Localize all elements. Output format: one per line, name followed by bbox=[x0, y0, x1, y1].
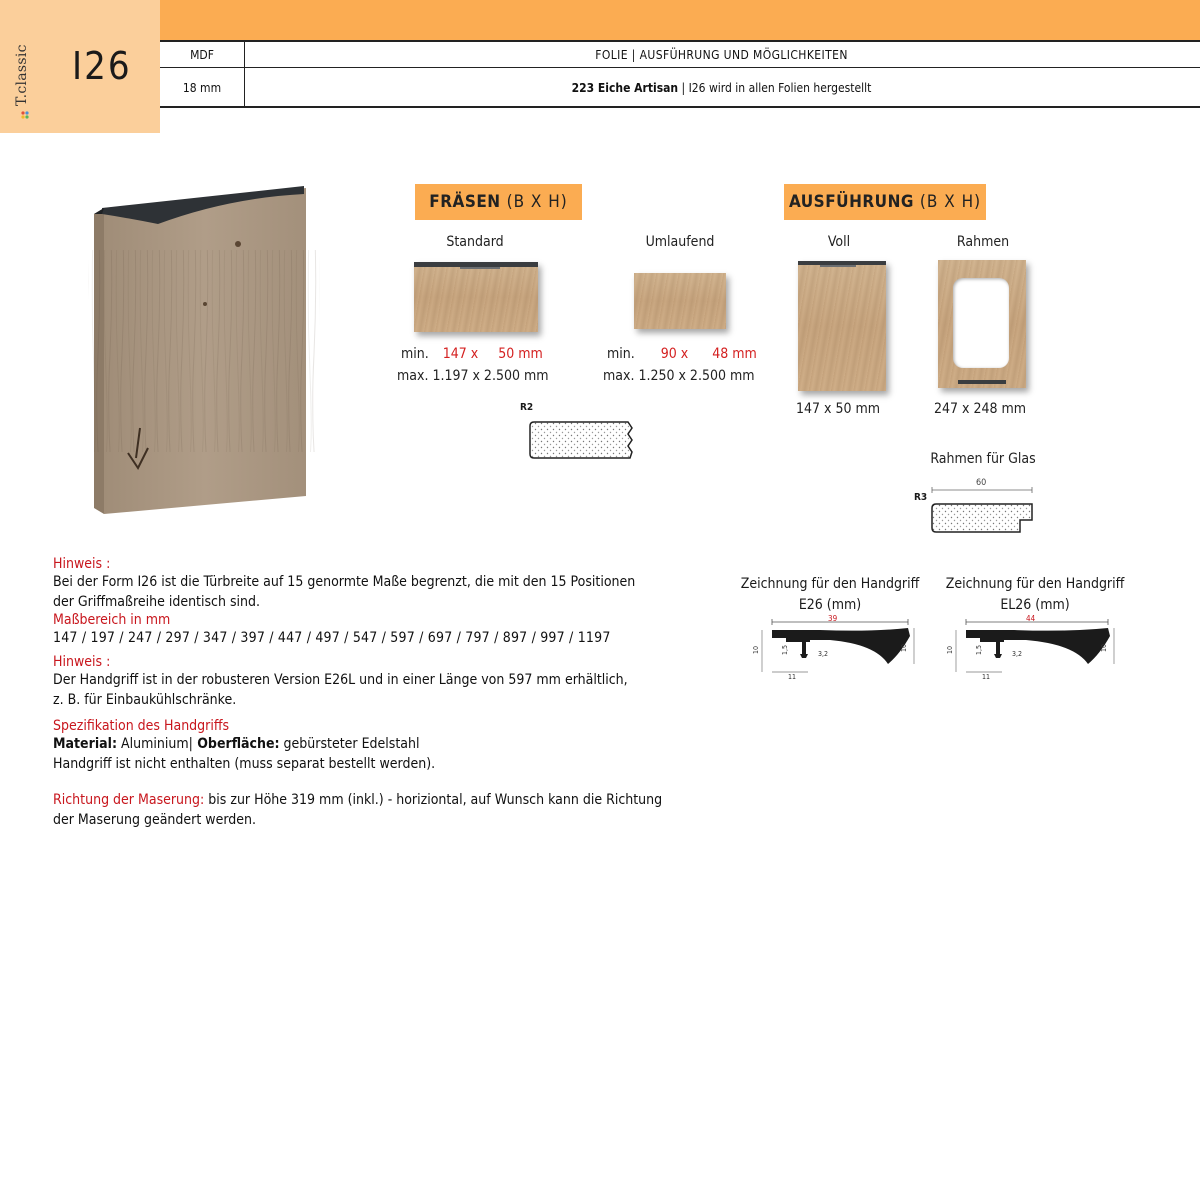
brand-dots-icon bbox=[20, 110, 30, 120]
surface-value: gebürsteter Edelstahl bbox=[279, 736, 420, 752]
note-maserung-line-1 bbox=[53, 790, 693, 810]
handle-el26-profile bbox=[944, 614, 1120, 686]
handle-el26-title-line-2: EL26 (mm) bbox=[1000, 597, 1070, 613]
umlaufend-sample-image bbox=[634, 273, 726, 329]
note-hinweis-1-heading: Hinweis : bbox=[53, 556, 111, 572]
header-table bbox=[160, 40, 1200, 108]
note-hinweis-2-line-1: Der Handgriff ist in der robusteren Version E26L und in einer Länge von 597 mm erhältlich, bbox=[53, 672, 628, 688]
standard-min-height: 50 mm bbox=[498, 346, 543, 362]
note-hinweis-1-line-1: Bei der Form I26 ist die Türbreite auf 15 genormte Maße begrenzt, die mit den 15 Positionen bbox=[53, 574, 636, 590]
handle-el26-drawing bbox=[944, 614, 1120, 686]
note-massbereich-values: 147 / 197 / 247 / 297 / 347 / 397 / 447 / 497 / 547 / 597 / 697 / 797 / 897 / 997 / 1197 bbox=[53, 630, 611, 646]
handle-el26-base: 11 bbox=[982, 673, 991, 681]
surface-label: Oberfläche: bbox=[192, 736, 280, 752]
rahmen-sample-image bbox=[938, 260, 1026, 388]
umlaufend-min-width: 90 x bbox=[660, 346, 689, 362]
note-spezifikation-heading: Spezifikation des Handgriffs bbox=[53, 718, 230, 734]
handle-el26-inner: 1,5 bbox=[975, 644, 984, 656]
rahmen-glas-title: Rahmen für Glas bbox=[930, 451, 1036, 467]
fraesen-label-text: FRÄSEN bbox=[429, 192, 501, 212]
note-hinweis-2-heading: Hinweis : bbox=[53, 654, 111, 670]
voll-title: Voll bbox=[827, 234, 851, 250]
model-code: I26 bbox=[72, 44, 132, 88]
handle-el26-title bbox=[935, 574, 1135, 616]
r2-profile-drawing bbox=[528, 416, 638, 462]
handle-e26-height-left: 10 bbox=[752, 645, 761, 655]
ausfuehrung-label bbox=[784, 184, 986, 220]
fraesen-umlaufend-title: Umlaufend bbox=[645, 234, 715, 250]
handle-e26-drawing bbox=[750, 614, 920, 686]
fraesen-dims: (B X H) bbox=[506, 192, 568, 212]
handle-e26-slot: 3,2 bbox=[818, 650, 829, 658]
door-front-image bbox=[88, 178, 320, 524]
handle-e26-title-line-2: E26 (mm) bbox=[798, 597, 862, 613]
umlaufend-min-label: min. bbox=[607, 346, 635, 362]
note-spezifikation-line-2: Handgriff ist nicht enthalten (muss separat bestellt werden). bbox=[53, 756, 436, 772]
fraesen-standard-max: max. 1.197 x 2.500 mm bbox=[397, 368, 549, 384]
header-col2-title: FOLIE | AUSFÜHRUNG UND MÖGLICHKEITEN bbox=[595, 47, 848, 62]
standard-handle-shadow bbox=[460, 267, 500, 269]
handle-e26-height-right: 10 bbox=[900, 643, 909, 653]
handle-e26-title-line-1: Zeichnung für den Handgriff bbox=[740, 576, 920, 592]
r3-profile-label: R3 bbox=[914, 492, 928, 503]
handle-el26-slot: 3,2 bbox=[1012, 650, 1023, 658]
note-massbereich-heading: Maßbereich in mm bbox=[53, 612, 171, 628]
folie-name: 223 Eiche Artisan bbox=[571, 81, 679, 95]
note-maserung-line-2: der Maserung geändert werden. bbox=[53, 812, 256, 828]
header-band bbox=[160, 0, 1200, 40]
fraesen-standard-min bbox=[401, 346, 543, 362]
handle-el26-height-right: 10 bbox=[1100, 643, 1109, 653]
umlaufend-min-height: 48 mm bbox=[712, 346, 757, 362]
rahmen-title: Rahmen bbox=[956, 234, 1010, 250]
note-hinweis-1-line-2: der Griffmaßreihe identisch sind. bbox=[53, 594, 260, 610]
standard-min-label: min. bbox=[401, 346, 429, 362]
rahmen-glas-width-label: 60 bbox=[976, 478, 987, 488]
handle-el26-title-line-1: Zeichnung für den Handgriff bbox=[945, 576, 1125, 592]
handle-e26-inner: 1,5 bbox=[781, 644, 790, 656]
handle-e26-width: 39 bbox=[828, 614, 838, 623]
ausfuehrung-label-text: AUSFÜHRUNG bbox=[788, 192, 914, 212]
standard-min-width: 147 x bbox=[442, 346, 479, 362]
r2-profile-label: R2 bbox=[520, 402, 534, 413]
voll-sample-image bbox=[798, 261, 886, 391]
fraesen-umlaufend-max: max. 1.250 x 2.500 mm bbox=[603, 368, 755, 384]
material-label: Material: bbox=[53, 736, 117, 752]
folie-note: | I26 wird in allen Folien hergestellt bbox=[678, 81, 872, 95]
handle-e26-profile bbox=[750, 614, 920, 686]
fraesen-umlaufend-min bbox=[607, 346, 757, 362]
fraesen-standard-title: Standard bbox=[446, 234, 504, 250]
note-hinweis-2-line-2: z. B. für Einbaukühlschränke. bbox=[53, 692, 237, 708]
rahmen-size: 247 x 248 mm bbox=[934, 401, 1027, 417]
handle-el26-height-left: 10 bbox=[946, 645, 955, 655]
note-spezifikation-line-1 bbox=[53, 734, 693, 754]
r3-profile-drawing bbox=[926, 486, 1038, 536]
notes-block bbox=[53, 556, 693, 830]
handle-e26-title bbox=[730, 574, 930, 616]
rahmen-glass-opening bbox=[953, 278, 1009, 368]
brand-logo: T.classic bbox=[14, 44, 30, 106]
maserung-text: bis zur Höhe 319 mm (inkl.) - horiziontal, auf Wunsch kann die Richtung bbox=[204, 792, 663, 808]
ausfuehrung-dims: (B X H) bbox=[919, 192, 982, 212]
fraesen-label bbox=[415, 184, 582, 220]
handle-e26-base: 11 bbox=[788, 673, 797, 681]
material-value: Aluminium| bbox=[116, 736, 193, 752]
voll-size: 147 x 50 mm bbox=[796, 401, 881, 417]
maserung-heading: Richtung der Maserung: bbox=[53, 792, 205, 808]
header-col1-value: 18 mm bbox=[182, 81, 222, 95]
handle-el26-width: 44 bbox=[1026, 614, 1036, 623]
voll-handle-shadow bbox=[820, 265, 856, 267]
standard-sample-image bbox=[414, 262, 538, 332]
rahmen-handle bbox=[958, 380, 1006, 384]
header-col2-value bbox=[245, 68, 1198, 108]
header-col1-title: MDF bbox=[190, 47, 214, 62]
